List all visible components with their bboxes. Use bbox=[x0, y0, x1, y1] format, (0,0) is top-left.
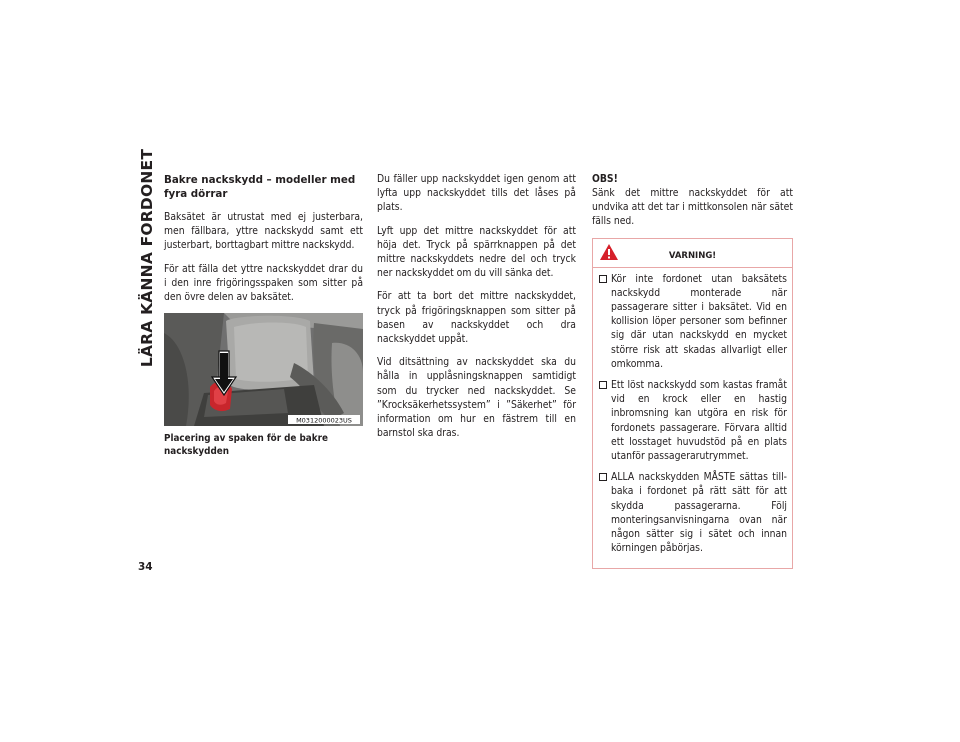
side-section-title-text: LÄRA KÄNNA FORDONET bbox=[138, 148, 157, 368]
figure-caption: Placering av spaken för de bakre nackskydden bbox=[164, 433, 328, 458]
square-bullet-icon bbox=[599, 275, 607, 283]
paragraph: Lyft upp det mittre nackskyddet för att höja det. Tryck på spärrknappen på det mittre nackskyddets nedre del och tryck ner nackskyddet om du vill sänka det. bbox=[377, 224, 576, 280]
section-heading: Bakre nackskydd – modeller med fyra dörrar bbox=[164, 174, 356, 200]
paragraph: Du fäller upp nackskyddet igen genom att lyfta upp nackskyddet tills det låses på plats. bbox=[377, 173, 576, 214]
headrest-lever-figure bbox=[164, 313, 363, 426]
warning-list bbox=[593, 272, 792, 556]
warning-item: ALLA nackskydden MÅSTE sättas tillbaka i fordonet på rätt sätt för att skydda passagerarna. Följ monteringsanvisningarna ovan när någon sätter sig i sätet och innan körningen påbörjas. bbox=[599, 470, 787, 555]
column-1 bbox=[164, 173, 363, 458]
paragraph: För att fälla det yttre nackskyddet drar du i den inre frigöringsspaken som sitter på den övre delen av baksätet. bbox=[164, 262, 363, 304]
paragraph: Baksätet är utrustat med ej justerbara, men fällbara, yttre nackskydd samt ett justerbart, borttagbart mittre nackskydd. bbox=[164, 211, 363, 252]
seat-illustration bbox=[164, 313, 363, 426]
paragraph: Vid ditsättning av nackskyddet ska du hålla in upplåsningsknappen samtidigt som du trycker ned nackskyddet. Se ”Krocksäkerhetssystem” i ”Säkerhet” för information om hur en fästrem till en barnstol ska dras. bbox=[377, 356, 576, 440]
note-label: OBS! bbox=[592, 173, 618, 185]
warning-box bbox=[592, 238, 793, 570]
warning-item: Ett löst nackskydd som kastas framåt vid en krock eller en hastig inbromsning kan utgöra en risk för fordonets passagerare. Förvara alltid ett losstaget huvudstöd på en plats utanför passagerarutrymmet. bbox=[599, 378, 787, 463]
column-3 bbox=[592, 172, 793, 569]
warning-title: VARNING! bbox=[668, 250, 717, 261]
warning-item: Kör inte fordonet utan baksätets nackskydd monterade när passagerare sitter i baksätet. Vid en kollision löper personer som befinner sig där utan nackskydd en mycket större risk att skadas allvarligt eller omkomma. bbox=[599, 272, 787, 371]
warning-header bbox=[593, 239, 792, 268]
column-2 bbox=[377, 172, 576, 449]
figure-code: M0312000023US bbox=[296, 416, 352, 425]
side-section-title bbox=[136, 148, 158, 368]
page-number: 34 bbox=[138, 561, 153, 573]
paragraph: För att ta bort det mittre nackskyddet, tryck på frigöringsknappen som sitter på basen av nackskyddet och dra nackskyddet uppåt. bbox=[377, 290, 576, 346]
square-bullet-icon bbox=[599, 473, 607, 481]
square-bullet-icon bbox=[599, 381, 607, 389]
note-text: Sänk det mittre nackskyddet för att undvika att det tar i mittkonsolen när sätet fälls ned. bbox=[592, 187, 793, 228]
